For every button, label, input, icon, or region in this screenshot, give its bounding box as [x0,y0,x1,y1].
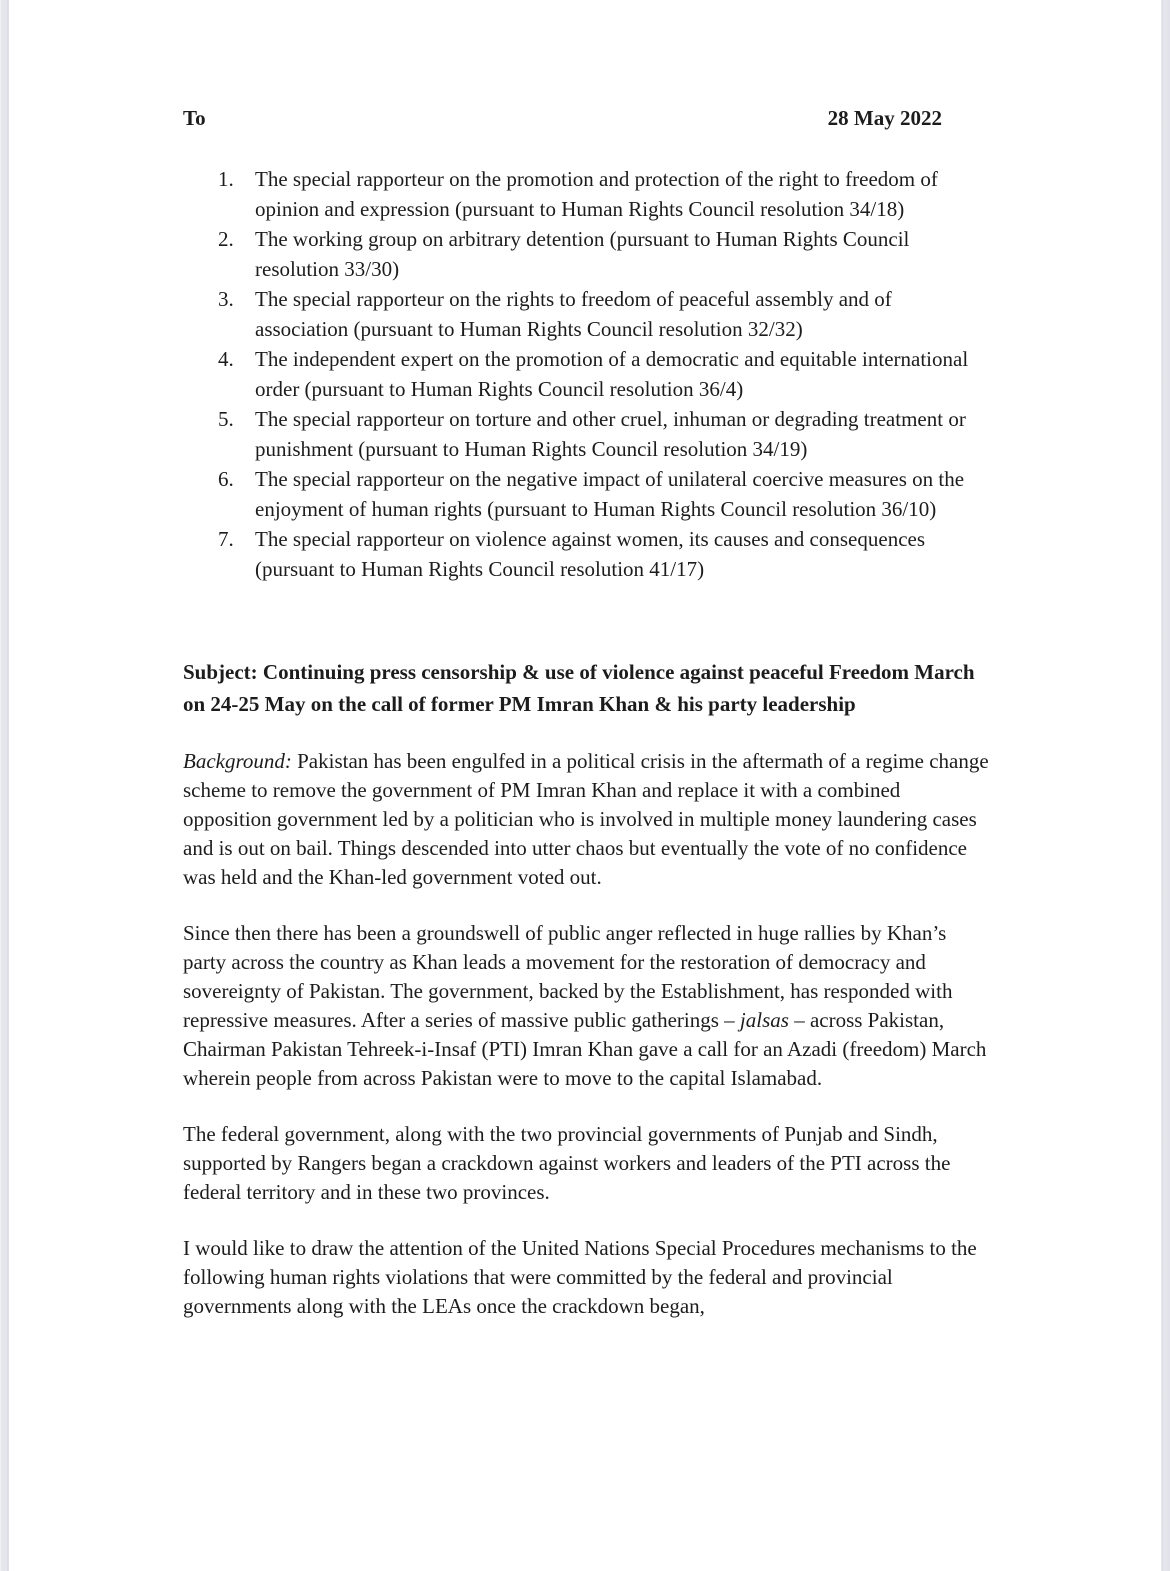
recipient-text: The special rapporteur on the rights to freedom of peaceful assembly and of association (pursuant to Human Rights Council resolution 32/32) [255,287,892,341]
recipient-number: 2. [218,227,234,251]
paragraph-background [183,747,991,892]
background-text: Pakistan has been engulfed in a political crisis in the aftermath of a regime change scheme to remove the government of PM Imran Khan and replace it with a combined opposition government led by a politician who is involved in multiple money laundering cases and is out on bail. Things descended into utter chaos but eventually the vote of no confidence was held and the Khan-led government voted out. [183,749,989,889]
recipient-text: The special rapporteur on torture and other cruel, inhuman or degrading treatment or punishment (pursuant to Human Rights Council resolution 34/19) [255,407,966,461]
recipient-list [183,164,991,584]
letter-header [183,104,991,133]
jalsas-italic: jalsas [739,1008,789,1032]
scan-right-edge [1161,0,1170,1571]
recipient-text: The special rapporteur on the negative impact of unilateral coercive measures on the enjoyment of human rights (pursuant to Human Rights Council resolution 36/10) [255,467,965,521]
recipient-item [183,164,991,224]
recipient-number: 1. [218,167,234,191]
background-lead-italic: Background: [183,749,292,773]
scan-left-edge [0,0,9,1571]
recipient-text: The special rapporteur on the promotion and protection of the right to freedom of opinion and expression (pursuant to Human Rights Council resolution 34/18) [255,167,938,221]
letter-content [183,0,991,1321]
paragraph-attention: I would like to draw the attention of the United Nations Special Procedures mechanisms to the following human rights violations that were committed by the federal and provincial governments along with the LEAs once the crackdown began, [183,1236,977,1318]
recipient-item [183,284,991,344]
letter-date: 28 May 2022 [827,106,942,130]
to-label: To [183,106,206,130]
paragraph-federal-government: The federal government, along with the two provincial governments of Punjab and Sindh, supported by Rangers began a crackdown against workers and leaders of the PTI across the federal territory and in these two provinces. [183,1122,951,1204]
recipient-text: The working group on arbitrary detention (pursuant to Human Rights Council resolution 33/30) [255,227,910,281]
subject-line: Subject: Continuing press censorship & use of violence against peaceful Freedom March on 24-25 May on the call of former PM Imran Khan & his party leadership [183,660,975,716]
recipient-item [183,524,991,584]
recipient-text: The special rapporteur on violence against women, its causes and consequences (pursuant to Human Rights Council resolution 41/17) [255,527,926,581]
recipient-item [183,464,991,524]
recipient-number: 7. [218,527,234,551]
recipient-number: 6. [218,467,234,491]
recipient-item [183,344,991,404]
since-then-text-pre: Since then there has been a groundswell of public anger reflected in huge rallies by Khan’s party across the country as Khan leads a movement for the restoration of democracy and sovereignty of Pakistan. The government, backed by the Establishment, has responded with repressive measures. After a series of massive public gatherings – [183,921,953,1032]
recipient-number: 5. [218,407,234,431]
since-then-text-post: – across Pakistan, Chairman Pakistan Tehreek-i-Insaf (PTI) Imran Khan gave a call for an Azadi (freedom) March wherein people from across Pakistan were to move to the capital Islamabad. [183,1008,987,1090]
recipient-text: The independent expert on the promotion of a democratic and equitable international order (pursuant to Human Rights Council resolution 36/4) [255,347,969,401]
recipient-item [183,224,991,284]
recipient-item [183,404,991,464]
recipient-number: 3. [218,287,234,311]
recipient-number: 4. [218,347,234,371]
paragraph-since-then [183,919,991,1093]
